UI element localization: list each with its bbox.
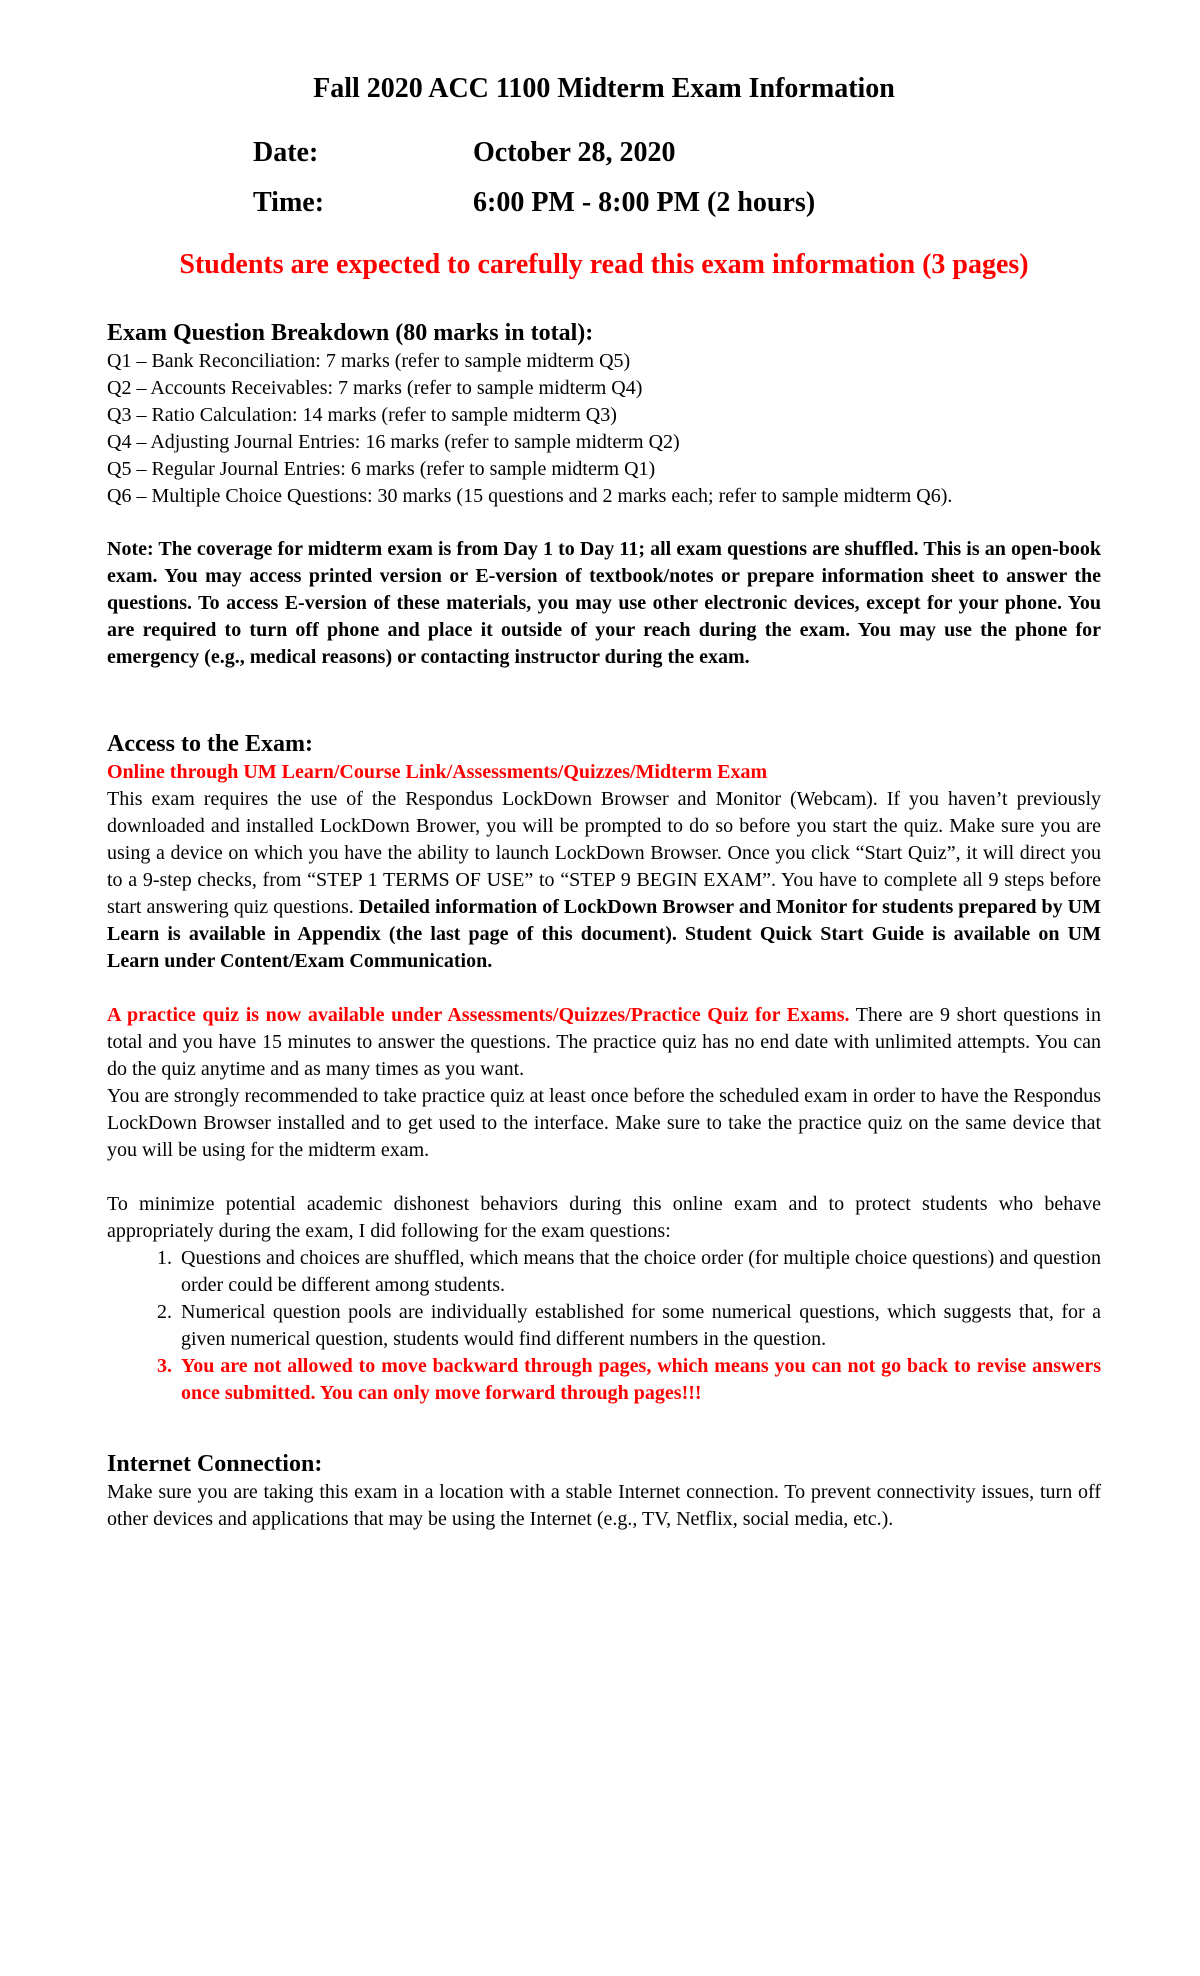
exam-schedule: [253, 128, 1101, 228]
access-path: Online through UM Learn/Course Link/Assessments/Quizzes/Midterm Exam: [107, 761, 768, 783]
access-section: [107, 729, 1101, 1407]
time-label: Time:: [253, 187, 325, 218]
date-row: [253, 128, 1101, 178]
breakdown-heading: Exam Question Breakdown (80 marks in total):: [107, 320, 594, 346]
list-item: Q5 – Regular Journal Entries: 6 marks (refer to sample midterm Q1): [107, 458, 656, 480]
coverage-note: Note: The coverage for midterm exam is from Day 1 to Day 11; all exam questions are shuffled. This is an open-book exam. You may access printed version or E-version of textbook/notes or prepare information sheet to answer the questions. To access E-version of these materials, you may use other electronic devices, except for your phone. You are required to turn off phone and place it outside of your reach during the exam. You may use the phone for emergency (e.g., medical reasons) or contacting instructor during the exam.: [107, 538, 1101, 668]
list-item: 3. You are not allowed to move backward through pages, which means you can not go back to revise answers once submitted. You can only move forward through pages!!!: [177, 1353, 1101, 1407]
date-value: October 28, 2020: [473, 137, 676, 168]
internet-section: [107, 1449, 1101, 1533]
integrity-intro: To minimize potential academic dishonest behaviors during this online exam and to protect students who behave appropriately during the exam, I did following for the exam questions:: [107, 1193, 1101, 1242]
practice-quiz-details: There are 9 short questions in total and you have 15 minutes to answer the questions. The practice quiz has no end date with unlimited attempts. You can do the quiz anytime and as many times as you want.: [107, 1004, 1101, 1080]
breakdown-section: [107, 318, 1101, 671]
time-row: [253, 178, 1101, 228]
read-notice: Students are expected to carefully read this exam information (3 pages): [179, 249, 1029, 280]
access-body: [107, 786, 1101, 975]
list-item: Q6 – Multiple Choice Questions: 30 marks (15 questions and 2 marks each; refer to sample midterm Q6).: [107, 485, 953, 507]
practice-quiz-highlight: A practice quiz is now available under Assessments/Quizzes/Practice Quiz for Exams.: [107, 1004, 850, 1026]
breakdown-list: [107, 348, 1101, 510]
date-label: Date:: [253, 137, 319, 168]
access-heading: Access to the Exam:: [107, 731, 313, 757]
page-title: Fall 2020 ACC 1100 Midterm Exam Information: [313, 73, 895, 104]
access-body-text: This exam requires the use of the Respondus LockDown Browser and Monitor (Webcam). If you haven’t previously downloaded and installed LockDown Brower, you will be prompted to do so before you start the quiz. Make sure you are using a device on which you have the ability to launch LockDown Browser. Once you click “Start Quiz”, it will direct you to a 9-step checks, from “STEP 1 TERMS OF USE” to “STEP 9 BEGIN EXAM”. You have to complete all 9 steps before start answering quiz questions.: [107, 788, 1101, 918]
internet-body: Make sure you are taking this exam in a location with a stable Internet connection. To prevent connectivity issues, turn off other devices and applications that may be using the Internet (e.g., TV, Netflix, social media, etc.).: [107, 1481, 1101, 1530]
list-item: Q1 – Bank Reconciliation: 7 marks (refer to sample midterm Q5): [107, 350, 631, 372]
list-item: 2. Numerical question pools are individually established for some numerical questions, which suggests that, for a given numerical question, students would find different numbers in the question.: [177, 1299, 1101, 1353]
list-item: Q2 – Accounts Receivables: 7 marks (refer to sample midterm Q4): [107, 377, 643, 399]
integrity-measures-list: [107, 1245, 1101, 1407]
list-item: Q3 – Ratio Calculation: 14 marks (refer to sample midterm Q3): [107, 404, 617, 426]
time-value: 6:00 PM - 8:00 PM (2 hours): [473, 187, 816, 218]
access-body-bold: Detailed information of LockDown Browser and Monitor for students prepared by UM Learn is available in Appendix (the last page of this document). Student Quick Start Guide is available on UM Learn under Content/Exam Communication.: [107, 896, 1101, 972]
list-item: Q4 – Adjusting Journal Entries: 16 marks (refer to sample midterm Q2): [107, 431, 680, 453]
practice-recommendation: You are strongly recommended to take practice quiz at least once before the scheduled exam in order to have the Respondus LockDown Browser installed and to get used to the interface. Make sure to take the practice quiz on the same device that you will be using for the midterm exam.: [107, 1085, 1101, 1161]
document-page: [107, 70, 1101, 1533]
list-item: 1. Questions and choices are shuffled, which means that the choice order (for multiple choice questions) and question order could be different among students.: [177, 1245, 1101, 1299]
practice-quiz-paragraph: [107, 1002, 1101, 1083]
internet-heading: Internet Connection:: [107, 1451, 323, 1477]
